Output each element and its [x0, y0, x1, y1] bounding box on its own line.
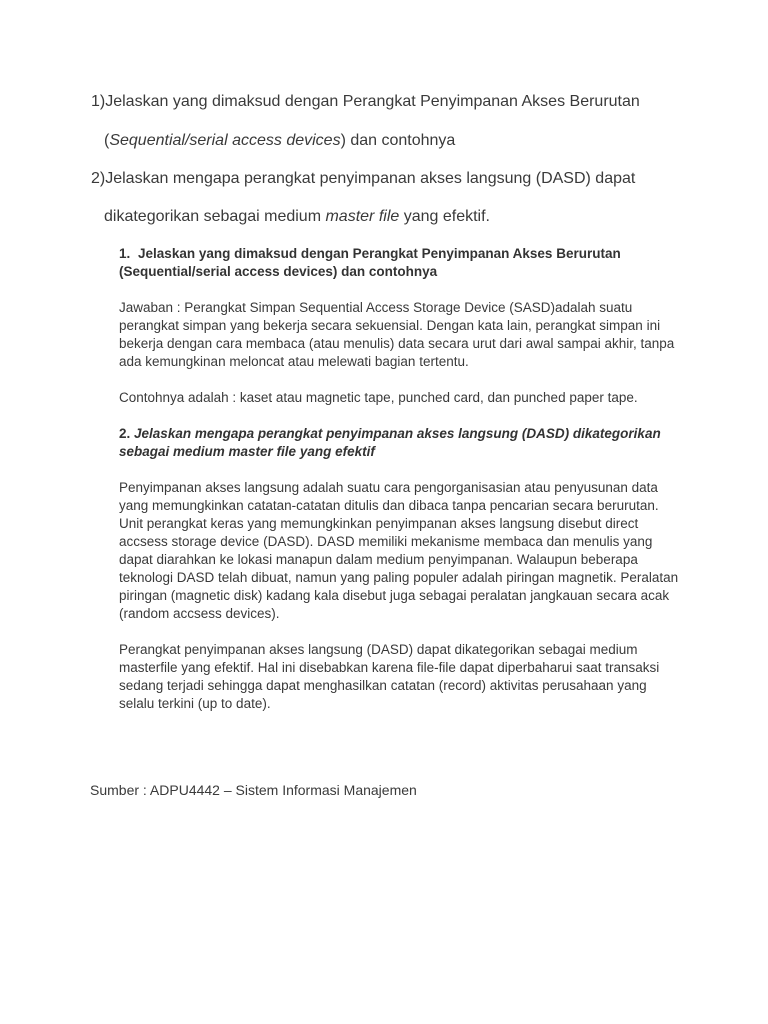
- answer-2-heading-text: Jelaskan mengapa perangkat penyimpanan akses langsung (DASD) dikategorikan sebagai medium master file yang efektif: [119, 426, 661, 459]
- question-1-line-2-tail: ) dan contohnya: [340, 132, 456, 149]
- question-1-line-2: [104, 132, 455, 150]
- paren-open: (: [104, 132, 110, 149]
- question-2-line-2-head: dikategorikan sebagai medium: [104, 208, 326, 225]
- answer-1-paragraph-2: Contohnya adalah : kaset atau magnetic tape, punched card, dan punched paper tape.: [119, 390, 638, 405]
- question-2-line-2: [104, 208, 490, 226]
- question-2-line-2-tail: yang efektif.: [399, 208, 490, 225]
- answer-1-heading: [119, 245, 679, 281]
- answer-2-paragraph-1: Penyimpanan akses langsung adalah suatu cara pengorganisasian atau penyusunan data yang memungkinkan catatan-catatan ditulis dan dibaca tanpa pencarian secara berurutan. Unit perangkat keras yang memungkinkan penyimpanan akses langsung disebut direct accsess storage device (DASD). DASD memiliki mekanisme membaca dan menulis yang dapat diarahkan ke lokasi manapun dalam medium penyimpanan. Walaupun beberapa teknologi DASD telah dibuat, namun yang paling populer adalah piringan magnetik. Peralatan piringan (magnetic disk) kadang kala disebut juga sebagai peralatan jangkauan secara acak (random accsess devices).: [119, 480, 679, 621]
- question-2-italic-term: master file: [325, 208, 400, 225]
- answer-2-heading: [119, 425, 679, 461]
- question-1-line-1: 1)Jelaskan yang dimaksud dengan Perangkat Penyimpanan Akses Berurutan: [91, 93, 640, 110]
- answer-1-number: 1.: [119, 246, 131, 261]
- answer-1-heading-text: Jelaskan yang dimaksud dengan Perangkat Penyimpanan Akses Berurutan (Sequential/serial access devices) dan contohnya: [119, 246, 621, 279]
- answers-section: [119, 245, 679, 731]
- question-1-italic-term: Sequential/serial access devices: [109, 132, 341, 149]
- answer-2-number: 2.: [119, 426, 131, 441]
- answer-1-paragraph-1: Jawaban : Perangkat Simpan Sequential Access Storage Device (SASD)adalah suatu perangkat simpan yang bekerja secara sekuensial. Dengan kata lain, perangkat simpan ini bekerja dengan cara membaca (atau menulis) data secara urut dari awal sampai akhir, tanpa ada kemungkinan meloncat atau melewati bagian tertentu.: [119, 300, 675, 369]
- question-2-line-1: 2)Jelaskan mengapa perangkat penyimpanan akses langsung (DASD) dapat: [91, 170, 636, 187]
- source-citation: Sumber : ADPU4442 – Sistem Informasi Manajemen: [90, 782, 417, 798]
- answer-2-paragraph-2: Perangkat penyimpanan akses langsung (DASD) dapat dikategorikan sebagai medium masterfile yang efektif. Hal ini disebabkan karena file-file dapat diperbaharui saat transaksi sedang terjadi sehingga dapat menghasilkan catatan (record) aktivitas perusahaan yang selalu terkini (up to date).: [119, 642, 660, 711]
